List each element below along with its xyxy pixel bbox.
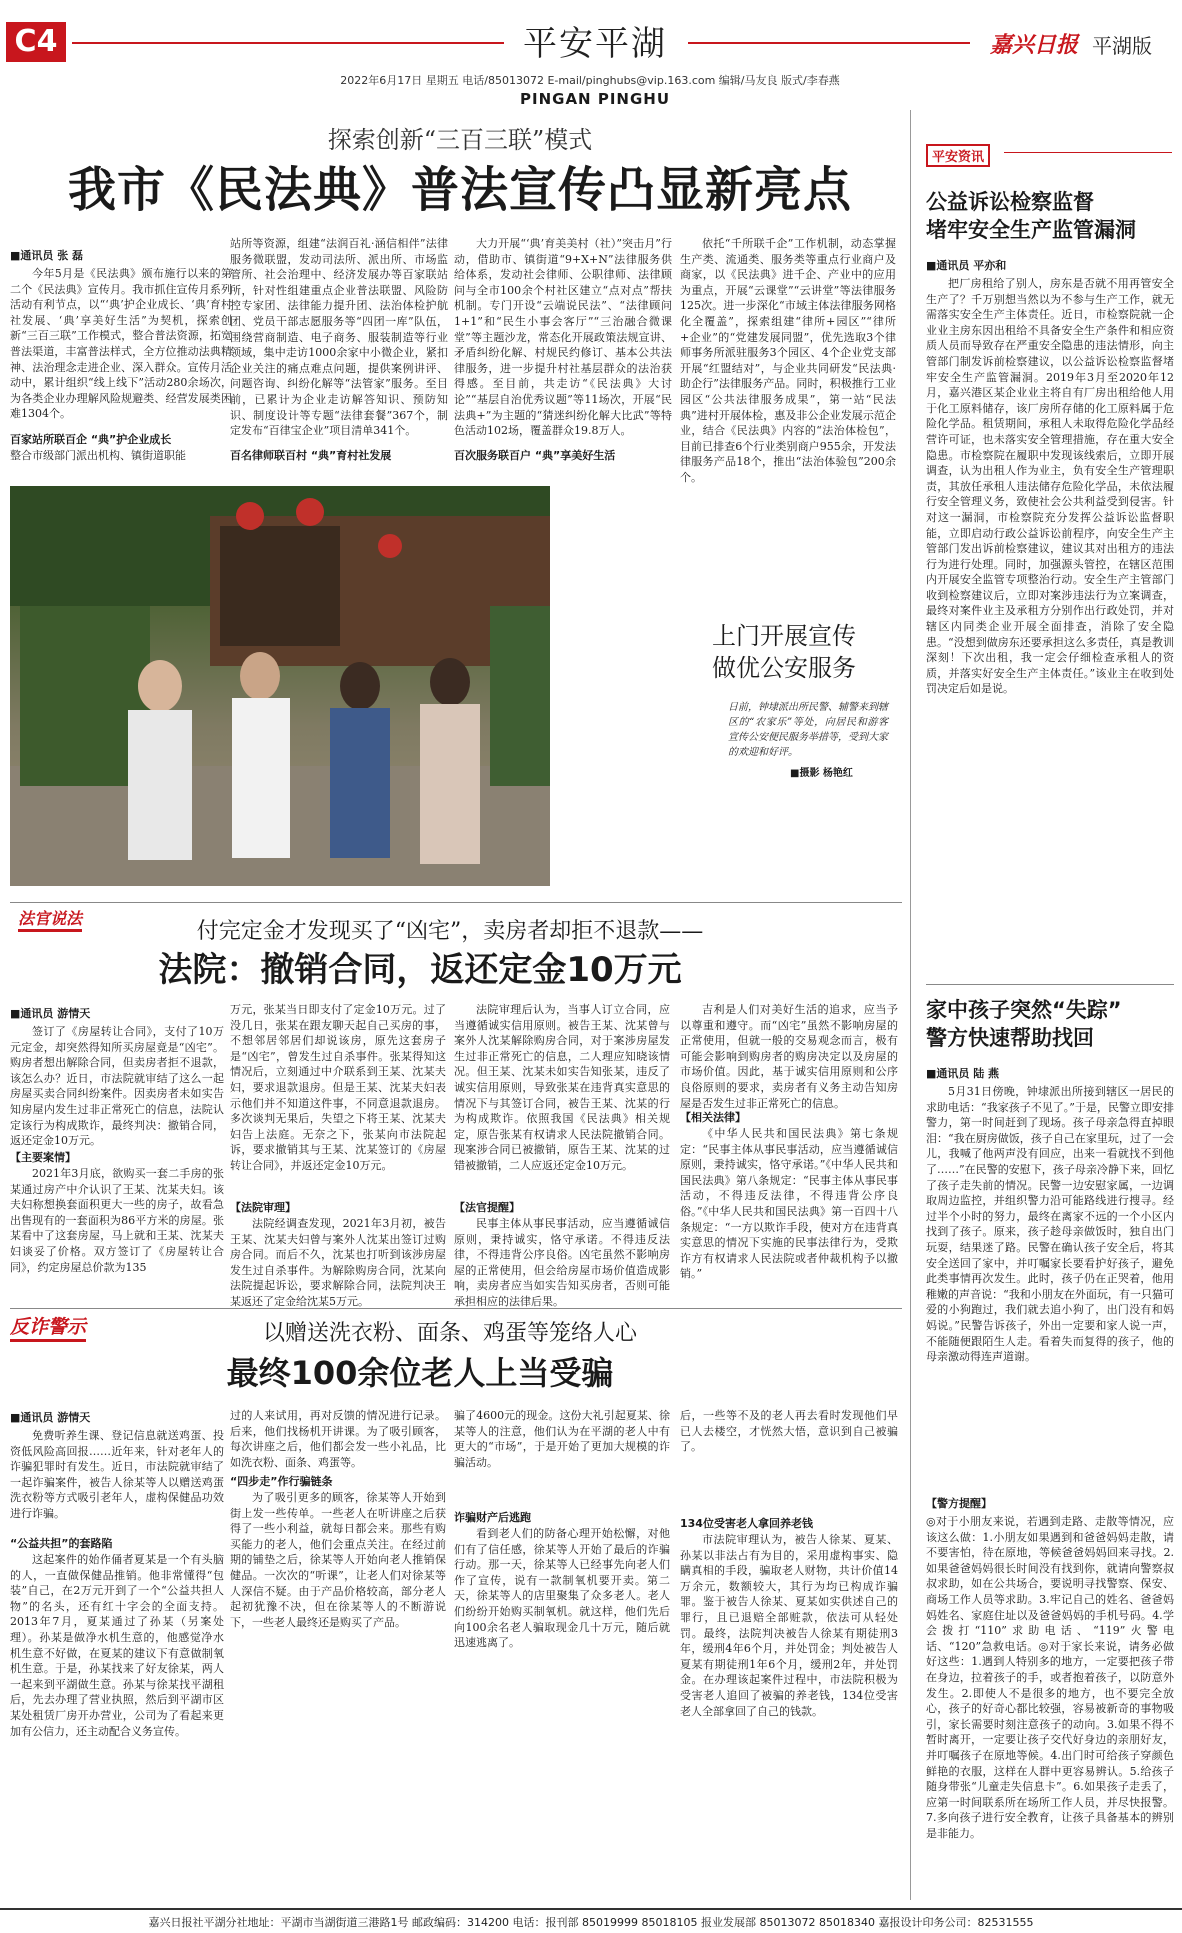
- fraud-col-3: [454, 1408, 670, 1470]
- sidebar-story1-body: [926, 276, 1174, 988]
- sidebar-story2-text: 5月31日傍晚，钟埭派出所接到辖区一居民的求助电话：“我家孩子不见了。”于是，民警立即安排警力，第一时间赶到了现场。孩子母亲急得直掉眼泪：“我在厨房做饭，孩子自己在家里玩，过了一会儿，我喊了他两声没有回应，出来一看就找不到他了……”在民警的安慰下，孩子母亲冷静下来，回忆了孩子走失前的情况。民警一边安慰家属，一边调取周边监控，并组织警力沿可能路线进行搜寻。经过半个小时的努力，最终在离家不远的一个小区内找到了孩子。原来，孩子趁母亲做饭时，独自出门玩耍，结果迷了路。民警在确认孩子安全后，将其安全送回了家中，并叮嘱家长要看护好孩子，避免此类事情再次发生。此时，孩子仍在正哭着，他用稚嫩的声音说：“我和小朋友在外面玩，有一只猫可爱的小狗跑过，我们就去追小狗了，出门没有和妈妈说。”民警告诉孩子，外出一定要和家人说一声，不能随便跟陌生人走。看着失而复得的孩子，他的母亲激动得连声道谢。: [926, 1085, 1174, 1364]
- paper-logo: 嘉兴日报: [990, 33, 1079, 58]
- lead-kicker: 探索创新“三百三联”模式: [327, 126, 593, 154]
- lead-column-1: [10, 266, 232, 426]
- fraud-col2-subhead: “四步走”作行骗链条: [230, 1475, 333, 1488]
- sidebar-story2-headline-1: 家中孩子突然“失踪”: [926, 998, 1122, 1022]
- rule-col4-tail: [680, 1126, 898, 1300]
- masthead: [0, 0, 1182, 110]
- sidebar-section-tag: 平安资讯: [926, 144, 990, 167]
- rule-col2-tail: [230, 1216, 446, 1308]
- paper-edition: 平湖版: [1092, 34, 1152, 58]
- rule-col4-subhead: 【相关法律】: [680, 1111, 746, 1124]
- masthead-rule-top: [72, 42, 504, 44]
- lead-col1-text: 今年5月是《民法典》颁布施行以来的第二个《民法典》宣传月。我市抓住宣传月系列活动有利节点，以“‘典’护企业成长、‘典’育村社发展、‘典’享美好生活”为契机，探索创新“三百三联”工作模式，整合普法资源，拓宽普法渠道，丰富普法样式，全方位推动法典精神、法治理念走进企业、深入群众。宣传月活动中，累计组织“线上线下”活动280余场次，为各类企业办理解风险规避类、经营发展类困难1304个。: [10, 267, 232, 421]
- news-photo: [10, 486, 550, 886]
- fraud-col3-text: 骗了4600元的现金。这份大礼引起夏某、徐某等人的注意，他们认为在平湖的老人中有更大的“市场”，于是开始了更加大规模的诈骗活动。: [454, 1409, 670, 1469]
- sidebar-tips-title: 【警方提醒】: [926, 1497, 992, 1510]
- fraud-col3-tail-text: 看到老人们的防备心理开始松懈，对他们有了信任感，徐某等人开始了最后的诈骗行动。那一天，徐某等人已经事先向老人们作了宣传，说有一款制氧机要开卖。第二天，徐某等人的店里聚集了众多老人。老人们纷纷开始购买制氧机。就这样，他们先后向100余名老人骗取现金几十万元，随后就迅速逃离了。: [454, 1527, 670, 1650]
- fraud-col1-tail: [10, 1552, 224, 1890]
- masthead-rule-top-right: [688, 42, 970, 44]
- footer-text: 嘉兴日报社平湖分社地址：平湖市当湖街道三港路1号 邮政编码：314200 电话：报刊部 85019999 85018105 报业发展部 85013072 85018340 嘉报设计印务公司：82531555: [148, 1916, 1034, 1929]
- fraud-story-byline: ■通讯员 游情天: [10, 1411, 91, 1424]
- photo-caption: 日前，钟埭派出所民警、辅警来到辖区的“农家乐”等处，向居民和游客宣传公安便民服务举措等，受到大家的欢迎和好评。: [728, 702, 888, 758]
- rule-story-byline: ■通讯员 游情天: [10, 1007, 91, 1020]
- lead-col2-text: 站所等资源，组建“法润百礼·涵信相伴”法律服务微联盟，发动司法所、派出所、市场监管所、社会治理中、经济发展办等百家联站所，针对性组建重点企业普法联盟、风险防控专家团、法律能力提升团、法治体检护航团、党员干部志愿服务等“四团一库”队伍，围绕营商制造、电子商务、服装制造等行业领域，集中走访1000余家中小微企业，紧扣企业关注的痛点难点问题，提供案例讲评、问题咨询、纠纷化解等“法管家”服务。至目前，已累计为企业走访解答知识、预防知识、制度设计等专题“法律套餐”367个，制定发布“百律宝企业”项目清单341个。: [230, 237, 448, 438]
- rule-col4-text: 吉利是人们对美好生活的追求，应当予以尊重和遵守。而“凶宅”虽然不影响房屋的正常使用，但就一般的交易观念而言，极有可能会影响到购房者的购房决定以及房屋的市场价值。因此，基于诚实信用原则和公序良俗原则的要求，卖房者有义务主动告知房屋是否发生过非正常死亡的信息。: [680, 1003, 898, 1110]
- fraud-col1-text: 免费听养生课、登记信息就送鸡蛋、投资低风险高回报……近年来，针对老年人的诈骗犯罪时有发生。近日，市法院就审结了一起诈骗案件，被告人徐某等人以赠送鸡蛋洗衣粉等方式吸引老年人，虚构保健品功效进行诈骗。: [10, 1429, 224, 1520]
- sidebar-tips-body: ◎对于小朋友来说，若遇到走路、走散等情况，应该这么做：1.小朋友如果遇到和爸爸妈妈走散，请不要害怕，待在原地，等候爸爸妈妈回来寻找。2.如果爸爸妈妈很长时间没有找到你，就请向警察叔叔求助，如在公共场合，要说明寻找警察、保安、商场工作人员等求助。3.牢记自己的姓名、爸爸妈妈姓名、家庭住址以及爸爸妈妈的手机号码。4.学会拨打“110”求助电话、“119”火警电话、“120”急救电话。◎对于家长来说，请务必做好这些：1.遇到人特别多的地方，一定要把孩子带在身边，拉着孩子的手，或者抱着孩子，以防意外发生。2.即使人不是很多的地方，也不要完全放心，孩子的好奇心都比较强，容易被新奇的事物吸引，家长需要时刻注意孩子的动向。3.如果不得不暂时离开，一定要让孩子交代好身边的亲朋好友，并叮嘱孩子在原地等候。4.出门时可给孩子穿颜色鲜艳的衣服，这样在人群中更容易辨认。5.给孩子随身带张“儿童走失信息卡”。6.如果孩子走丢了，应第一时间联系所在场所工作人员，并尽快报警。7.多向孩子进行安全教育，让孩子具备基本的辨别是非能力。: [926, 1515, 1174, 1840]
- sidebar-story1-headline-2: 堵牢安全生产监管漏洞: [926, 218, 1136, 242]
- rule-col-3: [454, 1002, 670, 1198]
- rule-col3-subhead: 【法官提醒】: [454, 1201, 520, 1214]
- sidebar-story2-body: [926, 1084, 1174, 1492]
- sidebar-story1-byline: ■通讯员 平亦和: [926, 259, 1007, 272]
- rule-col1-text: 签订了《房屋转让合同》，支付了10万元定金，却突然得知所买房屋竟是“凶宅”。购房者想出解除合同，但卖房者拒不退款，该怎么办？近日，市法院就审结了这么一起房屋买卖合同纠纷案件。因卖房者未如实告知房屋内发生过非正常死亡的信息，法院认定该行为构成欺诈，最终判决：撤销合同，返还定金10万元。: [10, 1025, 224, 1148]
- fraud-col-1: [10, 1428, 224, 1532]
- rule-col3-tail-text: 民事主体从事民事活动，应当遵循诚信原则，秉持诚实，恪守承诺。不得违反法律，不得违背公序良俗。凶宅虽然不影响房屋的正常使用，但会给房屋市场价值造成影响，卖房者应当如实告知买房者，否则可能承担相应的法律后果。: [454, 1217, 670, 1308]
- lead-col3-text: 大力开展“‘典’育美美村（社）”突击月”行动，借助市、镇街道“9+X+N”法律服务供给体系，发动社会律师、公职律师、法律顾问与全市100余个村社区建立“点对点”帮扶机制。专门开设“云端说民法”、“法律顾问1+1”和“民生小事会客厅”“三治融合微课堂”等主题沙龙，常态化开展政策法规宣讲、矛盾纠纷化解、村规民约修订、基本公共法律服务，进一步提升村社基层群众的法治获得感。至目前，共走访“《民法典》大讨论”“基层自治优秀议题”等11场次，开展“民法典+”为主题的“猜迷纠纷化解大比武”等特色活动102场，覆盖群众19.8万人。: [454, 237, 672, 438]
- rule-story-headline: 法院：撤销合同，返还定金10万元: [158, 950, 682, 990]
- fraud-col2-tail-text: 为了吸引更多的顾客，徐某等人开始到街上发一些传单。一些老人在听讲座之后获得了一些小利益，就每日都会来。那些有购买能力的老人，他们会重点关注。在经过前期的铺垫之后，徐某等人开始向老人推销保健品。一次次的“听课”，让老人们对徐某等人深信不疑。由于产品价格较高，部分老人起初犹豫不决，但在徐某等人的不断游说下，一些老人最终还是购买了产品。: [230, 1491, 446, 1629]
- fraud-col-4: [680, 1408, 898, 1470]
- photo-title-line-2: 做优公安服务: [712, 654, 856, 682]
- fraud-col3-tail: [454, 1526, 670, 1890]
- lead-col3-subhead: 百次服务联百户 “典”享美好生活: [454, 449, 616, 462]
- fraud-col4-tail: [680, 1532, 898, 1890]
- lead-byline: ■通讯员 张 磊: [10, 249, 84, 262]
- lead-column-2: [230, 236, 448, 438]
- rule-story-tag: 法官说法: [18, 906, 82, 932]
- fraud-col4-subhead: 134位受害老人拿回养老钱: [680, 1517, 813, 1530]
- rule-col4-tail-text: 《中华人民共和国民法典》第七条规定：“民事主体从事民事活动，应当遵循诚信原则，秉持诚实，恪守承诺。”《中华人民共和国民法典》第八条规定：“民事主体从事民事活动，不得违反法律，不得违背公序良俗。”《中华人民共和国民法典》第一百四十八条规定：“一方以欺诈手段，使对方在违背真实意思的情况下实施的民事法律行为，受欺诈方有权请求人民法院或者仲裁机构予以撤销。”: [680, 1127, 898, 1281]
- fraud-col1-subhead: “公益共担”的套路陷: [10, 1537, 113, 1550]
- photo-title-line-1: 上门开展宣传: [712, 622, 856, 650]
- section-title: 平安平湖: [523, 24, 667, 64]
- rule-col2-text: 万元，张某当日即支付了定金10万元。过了没几日，张某在跟友聊天起自己买房的事，不想邻居邻居们却说该房，原先这套房子是“凶宅”，曾发生过自杀事件。张某得知这情况后，立刻通过中介联系到王某、沈某夫妇，要求退款退房。但是王某、沈某夫妇表示他们并不知道这件事，不同意退款退房。多次谈判无果后，失望之下将王某、沈某夫妇告上法庭。无奈之下，张某向市法院起诉，要求撤销其与王某、沈某签订的《房屋转让合同》，并返还定金10万元。: [230, 1003, 446, 1172]
- fraud-col2-text: 过的人来试用，再对反馈的情况进行记录。后来，他们找杨机开讲课。为了吸引顾客，每次讲座之后，他们都会发一些小礼品，比如洗衣粉、面条、鸡蛋等。: [230, 1409, 446, 1469]
- footer-rule: [0, 1908, 1182, 1910]
- rule-col-4: [680, 1002, 898, 1108]
- section-pinyin: PINGAN PINGHU: [520, 90, 670, 108]
- fraud-story-headline: 最终100余位老人上当受骗: [226, 1354, 614, 1392]
- fraud-story-tag: 反诈警示: [10, 1312, 86, 1342]
- sidebar-story2-byline: ■通讯员 陆 燕: [926, 1067, 1000, 1080]
- lead-col1-subhead: 百家站所联百企 “典”护企业成长: [10, 433, 172, 446]
- lead-headline: 我市《民法典》普法宣传凸显新亮点: [67, 162, 852, 218]
- sidebar-divider: [910, 110, 911, 1900]
- fraud-story-top-rule: [10, 1308, 902, 1309]
- fraud-col4-tail-text: 市法院审理认为，被告人徐某、夏某、孙某以非法占有为目的，采用虚构事实、隐瞒真相的手段，骗取老人财物，共计价值14万余元，数额较大，其行为均已构成诈骗罪。鉴于被告人徐某、夏某如实供述自己的罪行，且已退赔全部赃款，依法可从轻处罚。最终，法院判决被告人徐某有期徒刑3年，缓刑4年6个月，并处罚金；判处被告人夏某有期徒刑1年6个月，缓刑2年，并处罚金。在办理该起案件过程中，市法院积极为受害老人追回了被骗的养老钱，134位受害老人全部拿回了自己的钱款。: [680, 1533, 898, 1718]
- rule-col2-subhead: 【法院审理】: [230, 1201, 296, 1214]
- sidebar-story1-text: 把厂房租给了别人，房东是否就不用再管安全生产了？千万别想当然以为不参与生产工作，就无需落实安全生产主体责任。近日，市检察院就一企业业主房东因出租给不具备安全生产条件和相应资质人员而导致存在严重安全隐患的违法情形，向主管部门制发诉前检察建议，以公益诉讼检察监督堵牢安全生产监管漏洞。2019年3月至2020年12月，嘉兴港区某企业业主将自有厂房出租给他人用于化工原料储存，该厂房所存储的化工原料属于危险化学品。租赁期间，承租人未取得危险化学品经营许可证，也未落实安全管理措施，存在重大安全隐患。市检察院在履职中发现该线索后，立即开展调查，认为出租人作为业主，负有安全生产管理职责，其放任承租人违法储存危险化学品，未依法履行安全管理义务，致使社会公共利益受到侵害。针对这一漏洞，市检察院充分发挥公益诉讼监督职能，立即启动行政公益诉讼前程序，向安全生产主管部门发出诉前检察建议，建议其对出租方的违法行为进行处理。同时，加强源头管控，在辖区范围内开展安全监管专项整治行动。安全生产主管部门收到检察建议后，立即对案涉违法行为立案调查，最终对案件业主及承租方分别作出行政处罚，并对辖区内同类企业开展全面排查，消除了安全隐患。“没想到做房东还要承担这么多责任，真是教训深刻！下次出租，我一定会仔细检查承租人的资质，并落实好安全生产主体责任。”该业主在收到处罚决定后如是说。: [926, 277, 1174, 696]
- rule-col3-tail: [454, 1216, 670, 1308]
- fraud-story-kicker: 以赠送洗衣粉、面条、鸡蛋等笼络人心: [262, 1321, 637, 1346]
- fraud-col2-tail: [230, 1490, 446, 1890]
- sidebar-rule-1: [1004, 152, 1172, 153]
- rule-story-top-rule: [10, 902, 902, 903]
- rule-col-2: [230, 1002, 446, 1198]
- rule-col-1: [10, 1024, 224, 1148]
- sidebar-story-divider: [926, 984, 1174, 985]
- sidebar-story1-headline-1: 公益诉讼检察监督: [926, 190, 1094, 214]
- rule-col1-tail-text: 2021年3月底，欲购买一套二手房的张某通过房产中介认识了王某、沈某夫妇。该夫妇称想换套面积更大一些的房子，故看急出售现有的一套面积为86平方米的房屋。张某看中了这套房屋，马上就和王某、沈某夫妇谈妥了价格。双方签订了《房屋转让合同》，约定房屋总价款为135: [10, 1167, 224, 1274]
- date-line: 2022年6月17日 星期五 电话/85013072 E-mail/pinghubs@vip.163.com 编辑/马友良 版式/李春燕: [340, 74, 840, 87]
- fraud-col3-subhead: 诈骗财产后逃跑: [454, 1511, 531, 1524]
- lead-col1-tail: 整合市级部门派出机构、镇街道职能: [10, 449, 186, 462]
- rule-col1-subhead: 【主要案情】: [10, 1151, 76, 1164]
- lead-col4-text: 依托“千所联千企”工作机制，动态掌握生产类、流通类、服务类等重点行业商户及商家，以《民法典》进千企、产业中的应用为重点，开展“云课堂”“云讲堂”等法律服务125次。进一步深化“市域主体法律服务网格化全覆盖”，探索组建“律所+园区”“律所+企业”的“党建发展同盟”，优先选取3个律师事务所派驻服务3个园区、4个企业党支部开展“红盟结对”，与企业共同研发“民法典·助企行”法律服务产品。同时，积极推行工业园区“公共法律服务成果”，第一站“民法典”进村开展体检，惠及非公企业发展示范企业，结合《民法典》内容的“法治体检包”，目前已排查6个行业类别商户955余，开发法律服务产品18个，推出“法治体验包”200余个。: [680, 237, 896, 484]
- lead-column-4: [680, 236, 896, 484]
- photo-credit: ■摄影 杨艳红: [790, 768, 853, 779]
- fraud-col4-text: 后，一些等不及的老人再去看时发现他们早已人去楼空，才恍然大悟，意识到自己被骗了。: [680, 1409, 898, 1454]
- rule-story-kicker: 付完定金才发现买了“凶宅”，卖房者却拒不退款——: [196, 919, 704, 944]
- rule-col1-tail: [10, 1166, 224, 1298]
- fraud-col-2: [230, 1408, 446, 1470]
- lead-col2-subhead: 百名律师联百村 “典”育村社发展: [230, 449, 392, 462]
- rule-col3-text: 法院审理后认为，当事人订立合同，应当遵循诚实信用原则。被告王某、沈某曾与案外人沈某解除购房合同，对于案涉房屋发生过非正常死亡的信息，二人理应知晓该情况。但王某、沈某未如实告知张某，违反了诚实信用原则，导致张某在违背真实意思的情况下与其签订合同，被告王某、沈某的行为构成欺诈。依照我国《民法典》相关规定，原告张某有权请求人民法院撤销合同。现案涉合同已被撤销，原告王某、沈某的过错被撤销，二人应返还定金10万元。: [454, 1003, 670, 1172]
- photo-illustration: [10, 486, 550, 886]
- fraud-col1-tail-text: 这起案件的始作俑者夏某是一个有头脑的人，一直做保健品推销。他非常懂得“包装”自己，在2万元开到了一个“公益共担人物”的名头，还有红十字会的全面支持。2013年7月，夏某通过了孙某（另案处理）。孙某是做净水机生意的，他感觉净水机生意不好做，在夏某的建议下有意做制氧机生意。于是，孙某找来了好友徐某，两人一起来到平湖做生意。孙某与徐某找平湖租后，先去办理了营业执照，然后到平湖市区某处租赁厂房开办营业，公司为了看起来更加有公信力，还主动配合义务宣传。: [10, 1553, 224, 1738]
- lead-column-3: [454, 236, 672, 438]
- page-code-badge: C4: [6, 22, 66, 62]
- sidebar-story2-headline-2: 警方快速帮助找回: [926, 1026, 1094, 1050]
- rule-col2-tail-text: 法院经调查发现，2021年3月初，被告王某、沈某夫妇曾与案外人沈某出签订过购房合同。而后不久，沈某也打听到该涉房屋发生过自杀事件。为解除购房合同，沈某向法院提起诉讼，要求解除合同，法院判决王某返还了定金给沈某5万元。: [230, 1217, 446, 1308]
